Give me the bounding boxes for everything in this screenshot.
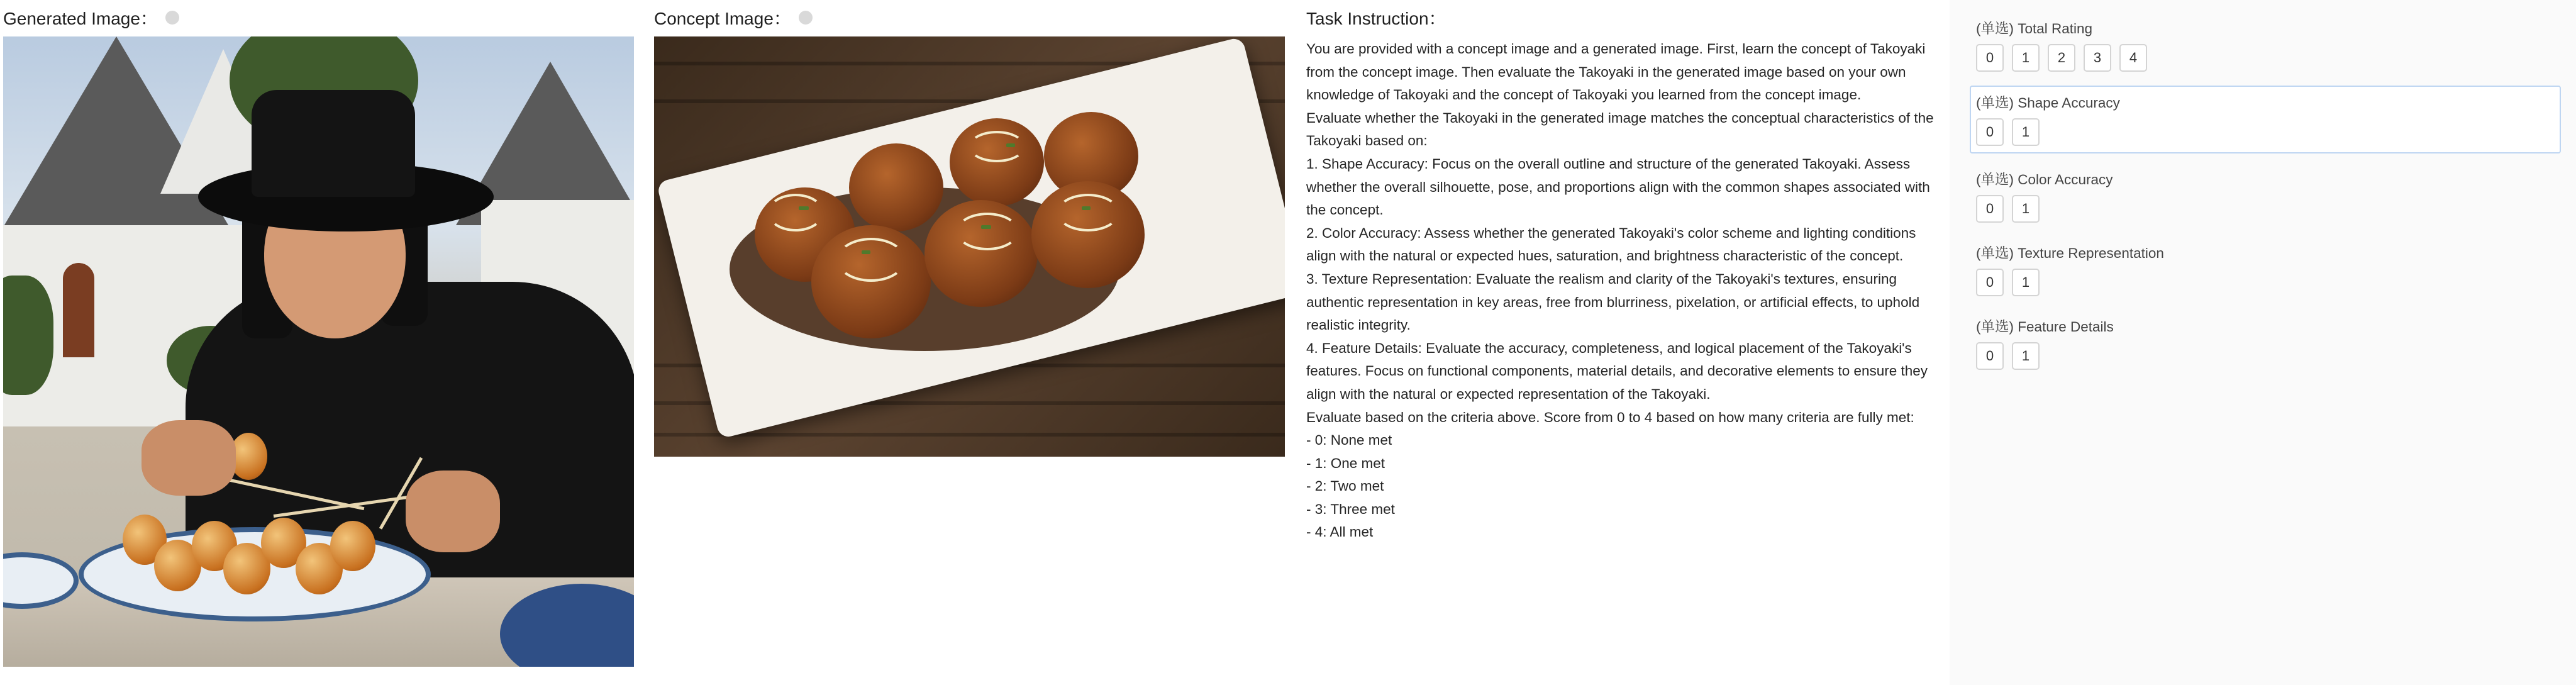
takoyaki-ball — [330, 521, 375, 571]
score-legend-item: - 2: Two met — [1306, 478, 1384, 494]
rating-panel — [1950, 0, 2576, 685]
rating-option-0[interactable]: 0 — [1976, 118, 2004, 146]
generated-image-label: Generated Image： — [3, 5, 179, 30]
task-instruction-title: Task Instruction： — [1306, 9, 1446, 28]
rating-option-1[interactable]: 1 — [2012, 195, 2040, 223]
rating-option-0[interactable]: 0 — [1976, 195, 2004, 223]
rating-options — [1976, 342, 2555, 370]
takoyaki-ball — [849, 143, 943, 231]
rating-title: (单选) Total Rating — [1976, 21, 2093, 36]
instruction-paragraph: You are provided with a concept image and a generated image. First, learn the concept of Takoyaki from the concept image. Then evaluate the Takoyaki in the generated image based on your own knowledge of Takoyaki and the concept of Takoyaki you learned from the concept image. — [1306, 41, 1926, 103]
rating-title: (单选) Texture Representation — [1976, 245, 2164, 261]
left-hand — [142, 420, 236, 496]
help-circle-icon[interactable] — [799, 11, 813, 25]
rating-title: (单选) Shape Accuracy — [1976, 95, 2120, 111]
rating-title: (单选) Color Accuracy — [1976, 172, 2113, 187]
rating-group-shape — [1970, 86, 2561, 153]
concept-image — [654, 36, 1285, 457]
score-legend-item: - 3: Three met — [1306, 501, 1395, 517]
rating-option-0[interactable]: 0 — [1976, 342, 2004, 370]
hat-crown — [252, 90, 415, 197]
rating-option-1[interactable]: 1 — [2012, 342, 2040, 370]
task-instruction-text — [1306, 38, 1935, 544]
rating-option-2[interactable]: 2 — [2048, 44, 2075, 72]
right-hand — [406, 471, 500, 552]
rating-option-1[interactable]: 1 — [2012, 44, 2040, 72]
rating-group-color — [1970, 162, 2561, 230]
shrub — [3, 276, 53, 395]
instruction-paragraph: 3. Texture Representation: Evaluate the realism and clarity of the Takoyaki's textures, ensuring authentic representation in key areas, free from blurriness, pixelation, or artificial effects, to uphold realistic integrity. — [1306, 270, 1920, 333]
generated-image — [3, 36, 634, 667]
instruction-paragraph: Evaluate whether the Takoyaki in the generated image matches the conceptual characteristics of the Takoyaki based on: — [1306, 109, 1934, 149]
score-legend-item: - 0: None met — [1306, 432, 1392, 448]
rating-group-texture — [1970, 236, 2561, 304]
rating-title: (单选) Feature Details — [1976, 319, 2114, 335]
rating-option-0[interactable]: 0 — [1976, 44, 2004, 72]
instruction-paragraph: 1. Shape Accuracy: Focus on the overall outline and structure of the generated Takoyaki. Assess whether the overall silhouette, pose, and proportions align with the common shapes associated with the concept. — [1306, 155, 1930, 218]
rating-option-1[interactable]: 1 — [2012, 118, 2040, 146]
rating-option-0[interactable]: 0 — [1976, 269, 2004, 296]
rating-group-total — [1970, 11, 2561, 79]
rating-option-3[interactable]: 3 — [2084, 44, 2111, 72]
instruction-paragraph: 4. Feature Details: Evaluate the accuracy, completeness, and logical placement of the Takoyaki's features. Focus on functional components, material details, and decorative elements to ensure they align with the natural or expected representation of the Takoyaki. — [1306, 340, 1928, 402]
rating-options — [1976, 118, 2555, 146]
rating-option-4[interactable]: 4 — [2119, 44, 2147, 72]
score-legend-item: - 4: All met — [1306, 524, 1374, 540]
help-circle-icon[interactable] — [165, 11, 179, 25]
rating-options — [1976, 44, 2555, 72]
concept-image-label: Concept Image： — [654, 5, 813, 30]
instruction-paragraph: Evaluate based on the criteria above. Score from 0 to 4 based on how many criteria are fully met: — [1306, 409, 1914, 425]
rating-option-1[interactable]: 1 — [2012, 269, 2040, 296]
rating-options — [1976, 195, 2555, 223]
rating-group-feature — [1970, 309, 2561, 377]
house-door — [63, 263, 94, 357]
instruction-paragraph: 2. Color Accuracy: Assess whether the generated Takoyaki's color scheme and lighting conditions align with the natural or expected hues, saturation, and brightness characteristic of the concept. — [1306, 225, 1916, 264]
rating-options — [1976, 269, 2555, 296]
score-legend-item: - 1: One met — [1306, 455, 1385, 471]
